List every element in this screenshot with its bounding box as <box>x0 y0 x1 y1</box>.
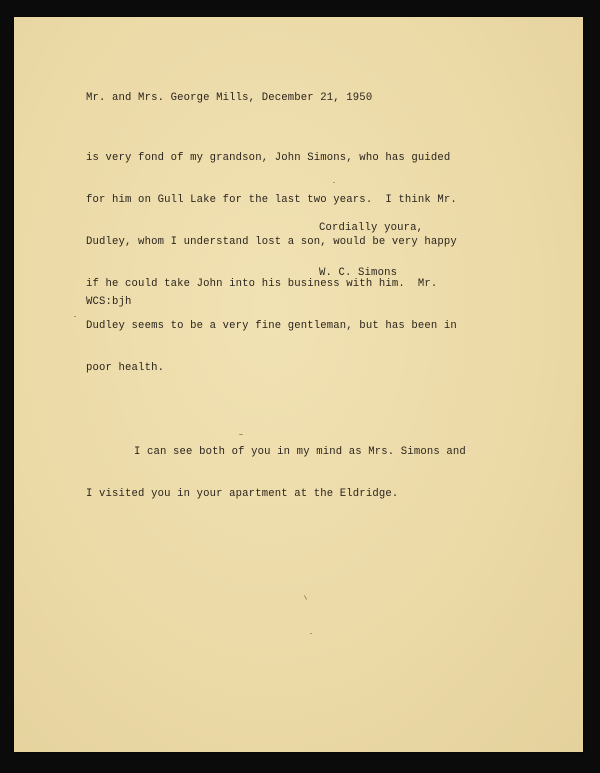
signer-name: W. C. Simons <box>319 267 398 279</box>
letter-header: Mr. and Mrs. George Mills, December 21, 1950 <box>86 92 373 104</box>
paper-speck <box>239 434 243 435</box>
letter-body <box>86 123 466 529</box>
body-line: for him on Gull Lake for the last two years. I think Mr. <box>86 194 457 206</box>
body-line: I visited you in your apartment at the Eldridge. <box>86 488 399 500</box>
body-line: Dudley seems to be a very fine gentleman, but has been in <box>86 320 457 332</box>
body-line: if he could take John into his business with him. Mr. <box>86 278 438 290</box>
paper-speck <box>333 182 335 183</box>
letter-page <box>14 17 583 752</box>
body-line: I can see both of you in my mind as Mrs. Simons and <box>134 446 466 458</box>
body-line: poor health. <box>86 362 165 374</box>
body-line: is very fond of my grandson, John Simons, who has guided <box>86 152 451 164</box>
body-line: Dudley, whom I understand lost a son, would be very happy <box>86 236 457 248</box>
typist-initials: WCS:bjh <box>86 296 132 308</box>
closing: Cordially youra, <box>319 222 424 234</box>
paper-speck <box>304 595 307 600</box>
paper-speck <box>74 316 76 317</box>
paragraph-gap <box>86 403 466 417</box>
paper-speck <box>310 633 312 634</box>
